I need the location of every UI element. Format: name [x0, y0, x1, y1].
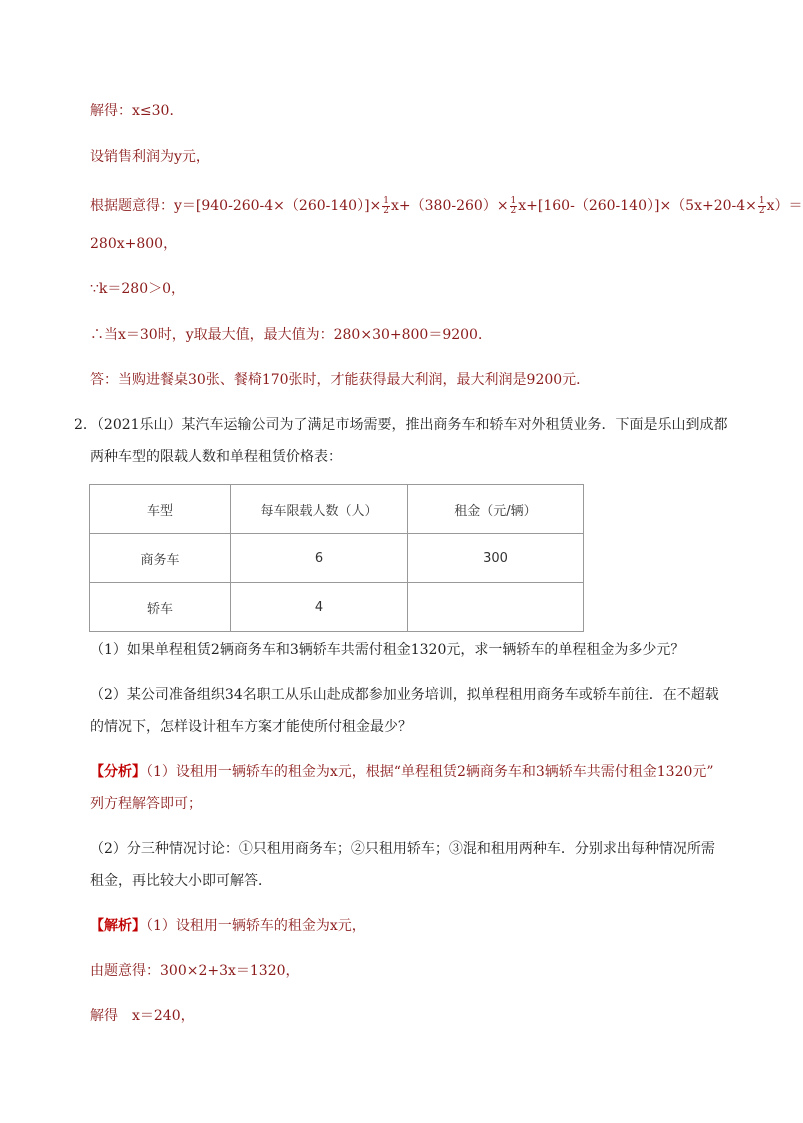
- problem2-intro-1: 2．（2021乐山）某汽车运输公司为了满足市场需要，推出商务车和轿车对外租赁业务．下面是乐山到成都: [74, 417, 728, 433]
- solution2-line-1: 【解析】（1）设租用一辆轿车的租金为x元，: [90, 918, 366, 934]
- table-cell: 300: [408, 534, 584, 583]
- table-header-cell: 租金（元/辆）: [408, 485, 584, 534]
- solution-tag: 【解析】: [90, 918, 146, 934]
- fraction-half: $\frac{1}{2}$: [758, 195, 765, 216]
- analysis-line-1: 【分析】（1）设租用一辆轿车的租金为x元，根据“单程租赁2辆商务车和3辆轿车共需付租金1320元”: [90, 764, 714, 780]
- question-1: （1）如果单程租赁2辆商务车和3辆轿车共需付租金1320元，求一辆轿车的单程租金为多少元？: [90, 642, 685, 658]
- table-cell: [408, 583, 584, 632]
- answer-line: 答：当购进餐桌30张、餐椅170张时，才能获得最大利润，最大利润是9200元．: [90, 372, 591, 388]
- table-cell: 轿车: [90, 583, 231, 632]
- table-header-cell: 车型: [90, 485, 231, 534]
- rental-price-table: [89, 484, 584, 632]
- problem2-intro-2: 两种车型的限载人数和单程租赁价格表：: [90, 449, 342, 465]
- table-header-row: [90, 485, 584, 534]
- solution2-line-2: 由题意得：300×2+3x＝1320，: [90, 963, 300, 979]
- solution2-line-3: 解得 x＝240，: [90, 1008, 195, 1024]
- analysis-line-2: 列方程解答即可；: [90, 796, 202, 812]
- table-row: [90, 583, 584, 632]
- table-header-cell: 每车限载人数（人）: [231, 485, 408, 534]
- table-row: [90, 534, 584, 583]
- table-cell: 4: [231, 583, 408, 632]
- table-cell: 6: [231, 534, 408, 583]
- solution-line-6: ∴当x＝30时，y取最大值，最大值为：280×30+800＝9200．: [90, 327, 492, 343]
- analysis-line-4: 租金，再比较大小即可解答．: [90, 873, 272, 889]
- solution-line-4: 280x+800，: [90, 236, 178, 252]
- question-2-line-1: （2）某公司准备组织34名职工从乐山赴成都参加业务培训，拟单程租用商务车或轿车前往．在不超载: [90, 687, 719, 703]
- solution-line-1: 解得：x≤30．: [90, 103, 184, 119]
- question-2-line-2: 的情况下，怎样设计租车方案才能使所付租金最少？: [90, 719, 412, 735]
- fraction-half: $\frac{1}{2}$: [383, 195, 390, 216]
- table-cell: 商务车: [90, 534, 231, 583]
- analysis-tag: 【分析】: [90, 764, 146, 780]
- solution-line-5: ∵k＝280＞0，: [90, 281, 186, 297]
- analysis-line-3: （2）分三种情况讨论：①只租用商务车；②只租用轿车；③混和租用两种车．分别求出每种情况所需: [90, 841, 715, 857]
- fraction-half: $\frac{1}{2}$: [510, 195, 517, 216]
- solution-line-2: 设销售利润为y元，: [90, 149, 210, 165]
- solution-line-3: 根据题意得：y＝[940-260-4×（260-140）]× $\frac{1}{2}$ x+（380-260）× $\frac{1}{2}$ x+[160-（260-140）]×（5x+20-4× $\frac{1}{2}$ x）＝: [90, 195, 803, 216]
